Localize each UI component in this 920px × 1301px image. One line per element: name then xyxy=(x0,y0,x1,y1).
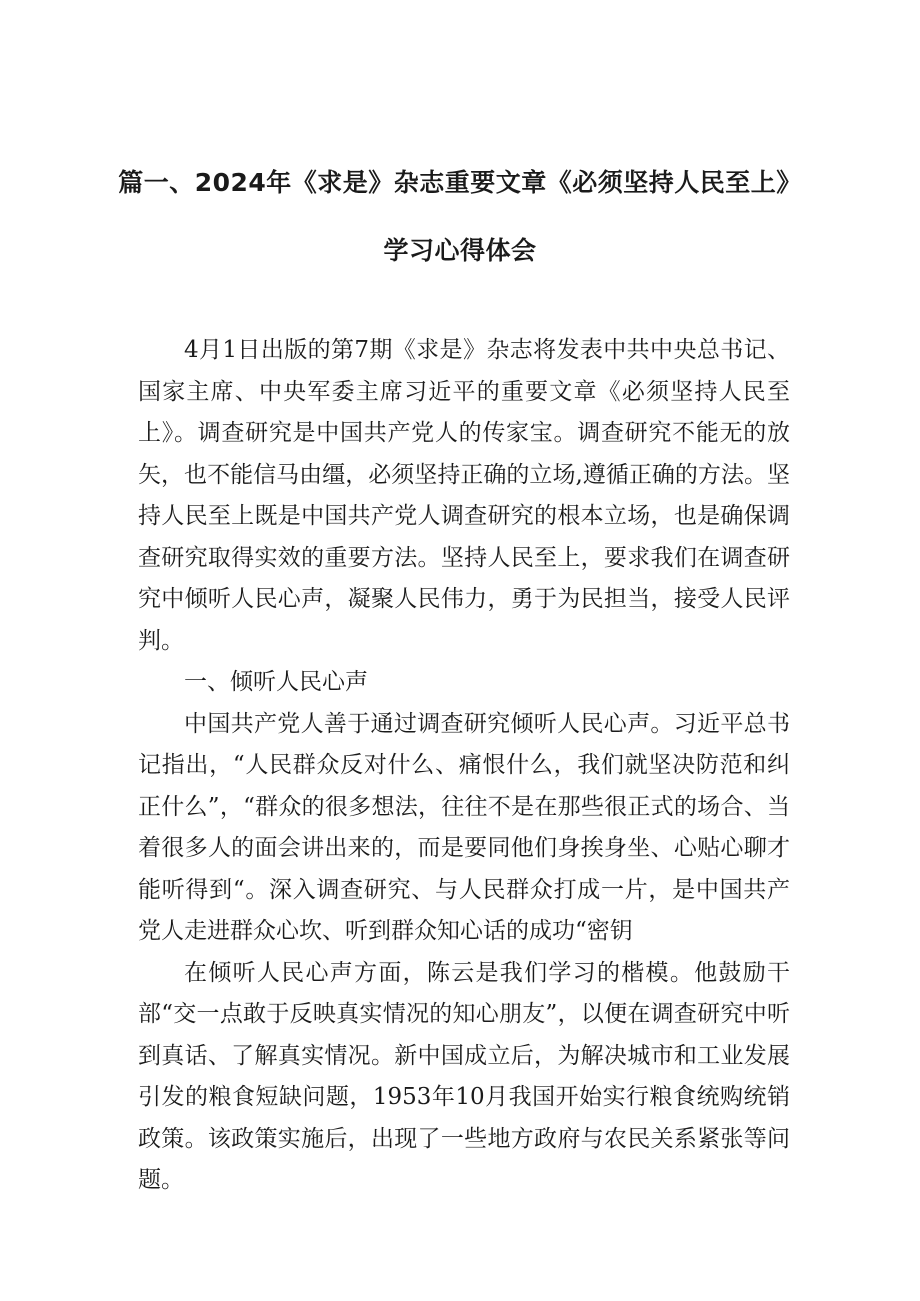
section-paragraph-2: 在倾听人民心声方面，陈云是我们学习的楷模。他鼓励干部“交一点敢于反映真实情况的知心朋友”，以便在调查研究中听到真话、了解真实情况。新中国成立后，为解决城市和工业发展引发的粮食短缺问题，1953年10月我国开始实行粮食统购统销政策。该政策实施后，出现了一些地方政府与农民关系紧张等问题。 xyxy=(138,959,790,1193)
section-heading: 一、倾听人民心声 xyxy=(184,669,368,695)
document-body xyxy=(138,330,790,1202)
intro-paragraph: 4月1日出版的第7期《求是》杂志将发表中共中央总书记、国家主席、中央军委主席习近平的重要文章《必须坚持人民至上》。调查研究是中国共产党人的传家宝。调查研究不能无的放矢，也不能信马由缰，必须坚持正确的立场,遵循正确的方法。坚持人民至上既是中国共产党人调查研究的根本立场，也是确保调查研究取得实效的重要方法。坚持人民至上，要求我们在调查研究中倾听人民心声，凝聚人民伟力，勇于为民担当，接受人民评判。 xyxy=(138,337,790,654)
section-paragraph-1: 中国共产党人善于通过调查研究倾听人民心声。习近平总书记指出，“人民群众反对什么、痛恨什么，我们就坚决防范和纠正什么”，“群众的很多想法，往往不是在那些很正式的场合、当着很多人的面会讲出来的，而是要同他们身挨身坐、心贴心聊才能听得到“。深入调查研究、与人民群众打成一片，是中国共产党人走进群众心坎、听到群众知心话的成功“密钥 xyxy=(138,710,790,944)
document-title-line-2: 学习心得体会 xyxy=(383,236,537,265)
document-title-line-1: 篇一、2024年《求是》杂志重要文章《必须坚持人民至上》 xyxy=(118,168,802,197)
